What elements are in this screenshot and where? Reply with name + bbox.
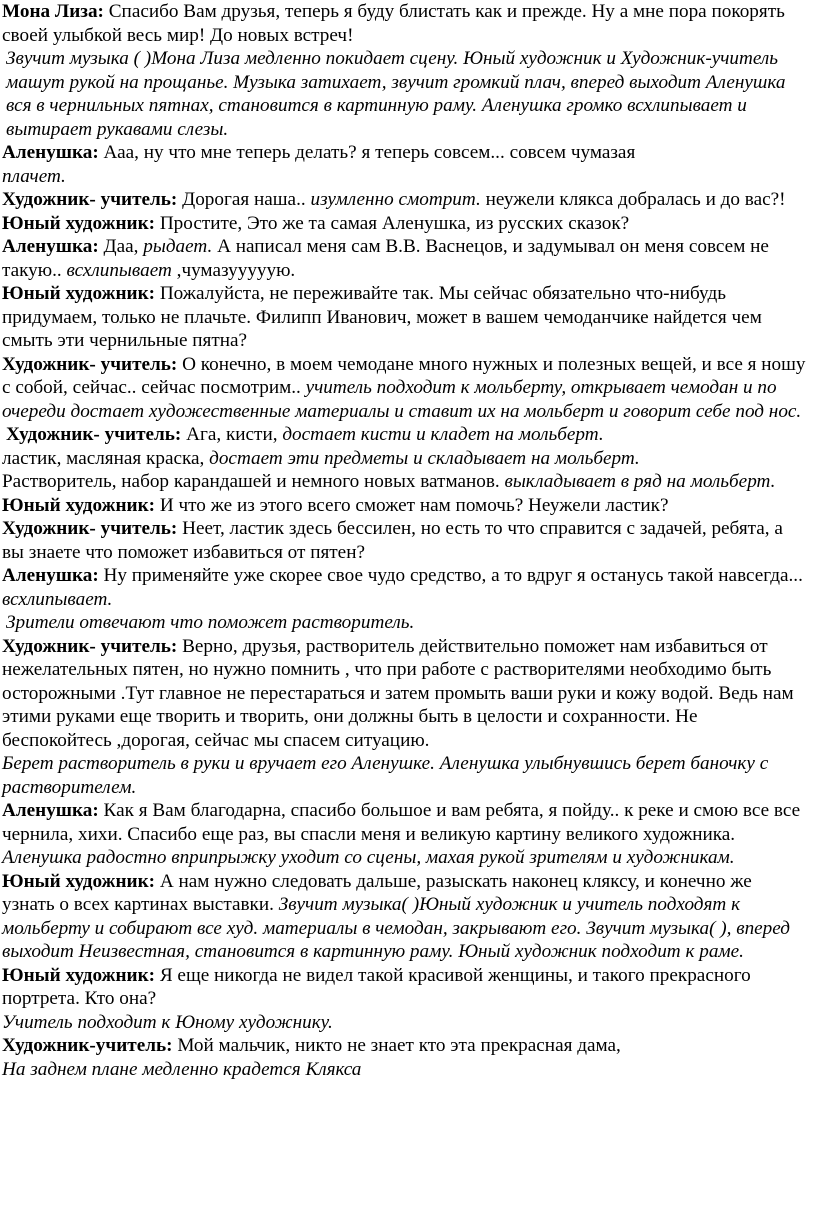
- dialogue-text: А нам нужно следовать дальше, разыскать наконец кляксу, и конечно же узнать о всех картинах выставки.: [2, 870, 752, 915]
- stage-direction: Звучит музыка( )Юный художник и учитель подходят к мольберту и собирают все худ. материалы в чемодан, закрывают его. Звучит музыка( ), вперед выходит Неизвестная, становится в картинную раму. Юный художник подходит к раме.: [2, 894, 791, 962]
- stage-direction: Аленушка радостно вприпрыжку уходит со сцены, махая рукой зрителям и художникам.: [2, 847, 735, 868]
- dialogue-text: А написал меня сам В.В. Васнецов, и задумывал он меня совсем не такую..: [2, 236, 769, 281]
- stage-direction: Берет растворитель в руки и вручает его Аленушке. Аленушка улыбнувшись берет баночку с растворителем.: [2, 753, 769, 798]
- stage-direction: выкладывает в ряд на мольберт.: [504, 471, 776, 492]
- speaker-name: Юный художник:: [2, 212, 156, 234]
- script-paragraph: [0, 423, 808, 447]
- speaker-name: Художник- учитель:: [2, 518, 178, 539]
- speaker-name: Юный художник:: [2, 964, 156, 986]
- script-paragraph: [0, 494, 808, 518]
- dialogue-text: ластик, масляная краска,: [2, 447, 210, 469]
- script-paragraph: [0, 1058, 808, 1082]
- dialogue-text: Пожалуйста, не переживайте так. Мы сейчас обязательно что-нибудь придумаем, только не плачьте. Филипп Иванович, может в вашем чемоданчике найдется чем смыть эти чернильные пятна?: [2, 283, 762, 351]
- script-paragraph: [0, 447, 808, 471]
- script-paragraph: [0, 141, 808, 165]
- speaker-name: Аленушка:: [2, 142, 99, 163]
- stage-direction: Зрители отвечают что поможет растворитель.: [6, 612, 415, 633]
- speaker-name: Юный художник:: [2, 870, 156, 892]
- dialogue-text: Простите, Это же та самая Аленушка, из русских сказок?: [155, 212, 630, 234]
- dialogue-text: ,чумазууууую.: [171, 259, 296, 281]
- script-paragraph: [0, 0, 808, 47]
- script-paragraph: [0, 353, 808, 424]
- speaker-name: Художник- учитель:: [6, 424, 182, 445]
- speaker-name: Художник- учитель:: [2, 353, 178, 375]
- stage-direction: Учитель подходит к Юному художнику.: [2, 1011, 333, 1033]
- stage-direction: На заднем плане медленно крадется Клякса: [2, 1058, 362, 1080]
- speaker-name: Аленушка:: [2, 565, 99, 586]
- script-paragraph: [0, 564, 808, 611]
- script-paragraph: [0, 635, 808, 753]
- script-paragraph: [0, 212, 808, 236]
- script-paragraph: [0, 47, 808, 141]
- speaker-name: Юный художник:: [2, 494, 156, 516]
- dialogue-text: Я еще никогда не видел такой красивой женщины, и такого прекрасного портрета. Кто она?: [2, 964, 751, 1009]
- stage-direction: Звучит музыка ( )Мона Лиза медленно покидает сцену. Юный художник и Художник-учитель машут рукой на прощанье. Музыка затихает, звучит громкий плач, вперед выходит Аленушка вся в чернильных пятнах, становится в картинную раму. Аленушка громко всхлипывает и вытирает рукавами слезы.: [6, 48, 786, 140]
- stage-direction: достает кисти и кладет на мольберт.: [282, 424, 604, 445]
- stage-direction: плачет.: [2, 165, 66, 187]
- dialogue-text: О конечно, в моем чемодане много нужных и полезных вещей, и все я ношу с собой, сейчас.. сейчас посмотрим..: [2, 353, 806, 398]
- script-paragraph: [0, 1011, 808, 1035]
- dialogue-text: Ааа, ну что мне теперь делать? я теперь совсем... совсем чумазая: [98, 142, 636, 163]
- script-paragraph: [0, 235, 808, 282]
- speaker-name: Аленушка:: [2, 800, 99, 821]
- dialogue-text: Неет, ластик здесь бессилен, но есть то что справится с задачей, ребята, а вы знаете что поможет избавиться от пятен?: [2, 518, 783, 563]
- script-paragraph: [0, 752, 808, 799]
- speaker-name: Художник- учитель:: [2, 189, 178, 210]
- dialogue-text: Ага, кисти,: [181, 424, 283, 445]
- stage-direction: достает эти предметы и складывает на мольберт.: [209, 447, 640, 469]
- script-paragraph: [0, 517, 808, 564]
- speaker-name: Аленушка:: [2, 236, 99, 257]
- stage-direction: всхлипывает: [66, 259, 172, 281]
- dialogue-text: Мой мальчик, никто не знает кто эта прекрасная дама,: [172, 1035, 621, 1056]
- speaker-name: Мона Лиза:: [2, 1, 104, 22]
- script-paragraph: [0, 282, 808, 353]
- script-paragraph: [0, 846, 808, 870]
- dialogue-text: Спасибо Вам друзья, теперь я буду блистать как и прежде. Ну а мне пора покорять своей улыбкой весь мир! До новых встреч!: [2, 1, 785, 46]
- stage-direction: изумленно смотрит.: [310, 189, 481, 210]
- dialogue-text: Как я Вам благодарна, спасибо большое и вам ребята, я пойду.. к реке и смою все все чернила, хихи. Спасибо еще раз, вы спасли меня и великую картину великого художника.: [2, 800, 801, 845]
- script-paragraph: [0, 165, 808, 189]
- dialogue-text: Ну применяйте уже скорее свое чудо средство, а то вдруг я останусь такой навсегда...: [98, 565, 803, 586]
- script-paragraph: [0, 799, 808, 846]
- stage-direction: учитель подходит к мольберту, открывает чемодан и по очереди достает художественные материалы и ставит их на мольберт и говорит себе под нос.: [2, 377, 802, 422]
- script-paragraph: [0, 611, 808, 635]
- dialogue-text: Дорогая наша..: [177, 189, 311, 210]
- speaker-name: Художник-учитель:: [2, 1035, 173, 1056]
- dialogue-text: неужели клякса добралась и до вас?!: [480, 189, 786, 210]
- dialogue-text: Даа,: [98, 236, 144, 257]
- script-paragraph: [0, 470, 808, 494]
- stage-direction: всхлипывает.: [2, 588, 113, 610]
- dialogue-text: Растворитель, набор карандашей и немного новых ватманов.: [2, 471, 505, 492]
- script-paragraph: [0, 188, 808, 212]
- speaker-name: Юный художник:: [2, 283, 156, 304]
- dialogue-text: Верно, друзья, растворитель действительно поможет нам избавиться от нежелательных пятен, но нужно помнить , что при работе с растворителями необходимо быть осторожными .Тут главное не перестараться и затем промыть ваши руки и кожу водой. Ведь нам этими руками еще творить и творить, они должны быть в целости и сохранности. Не беспокойтесь ,дорогая, сейчас мы спасем ситуацию.: [2, 635, 794, 751]
- script-paragraph: [0, 964, 808, 1011]
- dialogue-text: И что же из этого всего сможет нам помочь? Неужели ластик?: [155, 494, 669, 516]
- stage-direction: рыдает.: [143, 236, 213, 257]
- script-paragraph: [0, 1034, 808, 1058]
- speaker-name: Художник- учитель:: [2, 635, 178, 657]
- script-paragraph: [0, 870, 808, 964]
